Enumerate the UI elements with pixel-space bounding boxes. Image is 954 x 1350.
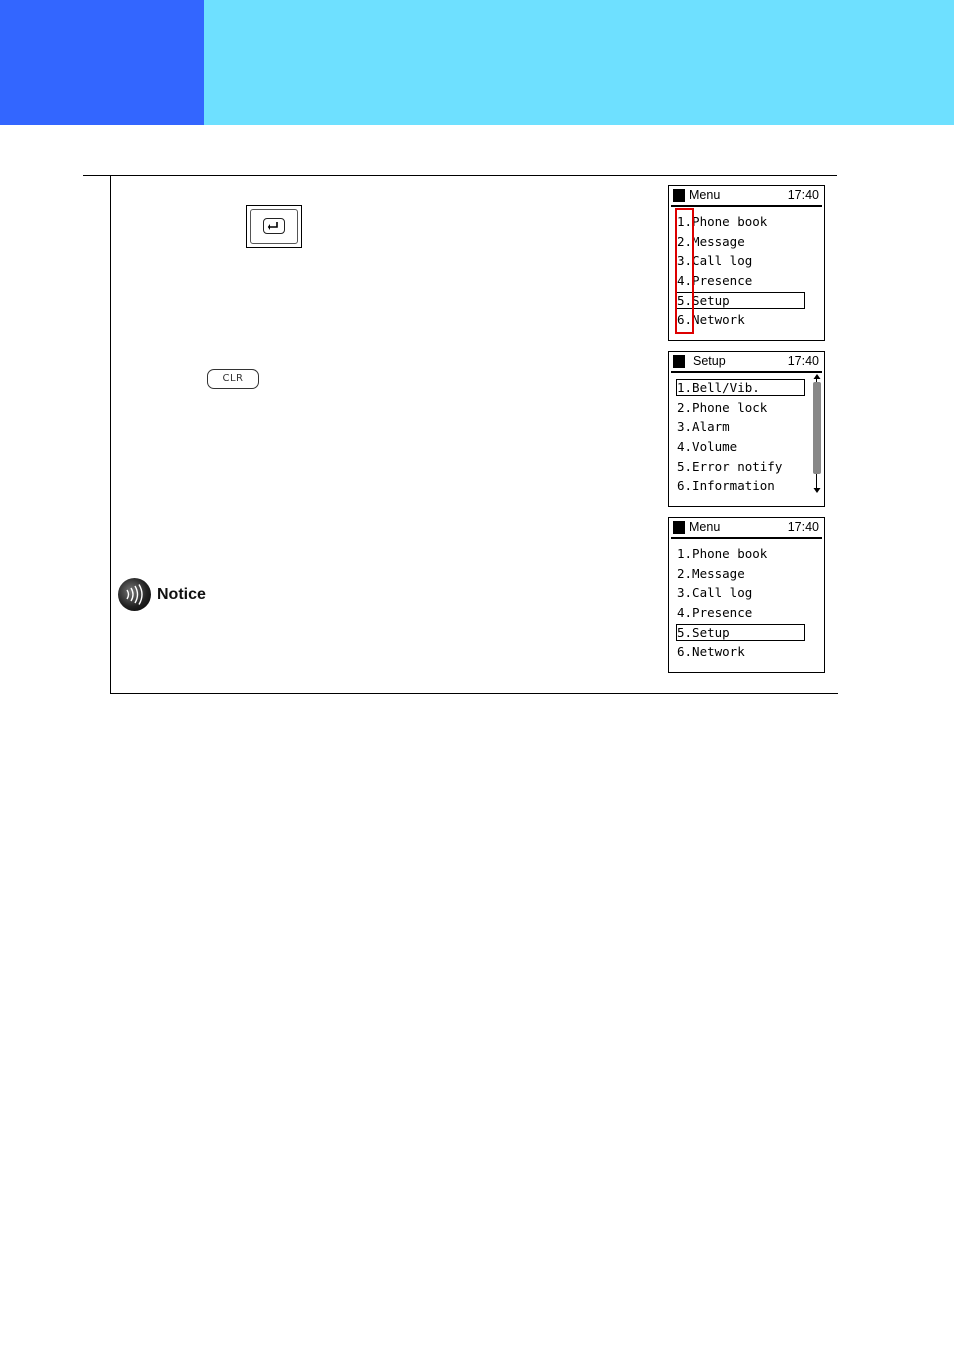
scrollbar-thumb [813, 382, 821, 474]
notice-callout [118, 578, 236, 612]
screen-title: Menu [689, 188, 721, 202]
screen-time: 17:40 [787, 354, 819, 368]
menu-item: 3.Call log [677, 253, 753, 269]
menu-item: 1.Bell/Vib. [677, 380, 760, 395]
menu-item: 5.Setup [677, 624, 730, 640]
signal-icon [673, 521, 685, 534]
menu-item: 6.Network [677, 644, 745, 660]
table-left-rule [110, 175, 111, 694]
menu-item: 6.Network [677, 312, 745, 328]
number-highlight-box [675, 208, 694, 334]
lcd-screen-menu-2 [668, 517, 825, 673]
signal-icon [673, 355, 685, 368]
menu-item: 4.Presence [677, 273, 753, 289]
lcd-screen-menu-1 [668, 185, 825, 341]
menu-item: 1.Phone book [677, 546, 768, 561]
menu-item: 3.Call log [677, 585, 753, 601]
screen-title: Setup [693, 354, 726, 368]
menu-item: 5.Error notify [677, 458, 783, 474]
menu-item: 2.Message [677, 233, 745, 249]
menu-item: 4.Presence [677, 605, 753, 621]
screen-header [671, 187, 822, 207]
menu-item: 3.Alarm [677, 419, 730, 435]
screen-time: 17:40 [787, 188, 819, 202]
scroll-up-arrow-icon [813, 374, 821, 380]
notice-label: Notice [157, 586, 206, 603]
header-band-dark [0, 0, 204, 125]
clr-key-icon: CLR [207, 369, 259, 389]
lcd-screen-setup [668, 351, 825, 507]
menu-list [677, 544, 767, 662]
table-bottom-rule [110, 693, 838, 694]
menu-item: 1.Phone book [677, 214, 768, 229]
scroll-down-arrow-icon [813, 487, 821, 493]
menu-item: 2.Message [677, 565, 745, 581]
scrollbar [813, 376, 821, 491]
menu-item: 6.Information [677, 478, 775, 494]
screen-title: Menu [689, 520, 721, 534]
menu-item: 2.Phone lock [677, 399, 768, 415]
speaker-icon [118, 578, 151, 611]
menu-list [677, 378, 782, 496]
menu-item: 5.Setup [677, 292, 730, 308]
header-band-light [204, 0, 954, 125]
signal-icon [673, 189, 685, 202]
enter-key-icon [246, 205, 302, 248]
menu-item: 4.Volume [677, 439, 738, 455]
screen-time: 17:40 [787, 520, 819, 534]
screen-header [671, 353, 822, 373]
table-top-rule [83, 175, 837, 176]
screen-header [671, 519, 822, 539]
